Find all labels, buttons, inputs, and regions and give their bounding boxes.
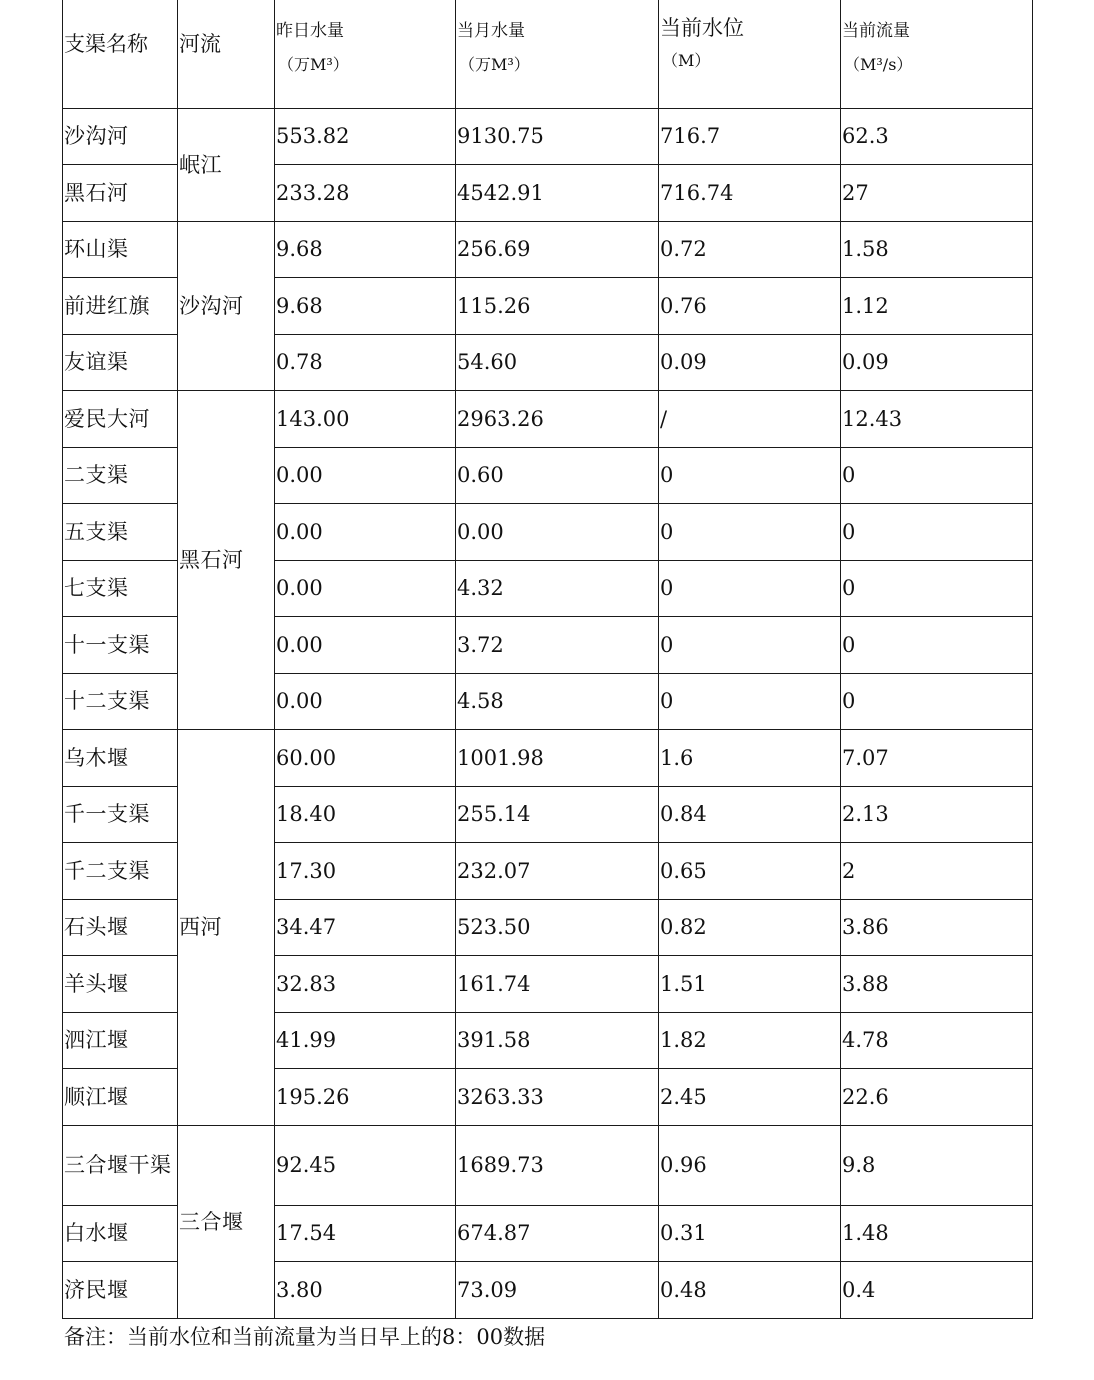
water-level-cell: 0 [659, 447, 841, 504]
channel-name-cell: 十二支渠 [63, 673, 178, 730]
header-cell-month [456, 0, 659, 108]
flow-rate-cell: 0.09 [841, 334, 1033, 391]
yesterday-volume-cell: 0.00 [275, 504, 456, 561]
river-cell: 沙沟河 [178, 221, 275, 391]
water-level-cell: 0.96 [659, 1125, 841, 1205]
water-level-cell: 0.76 [659, 278, 841, 335]
month-volume-cell: 3.72 [456, 617, 659, 674]
channel-name-cell: 千一支渠 [63, 786, 178, 843]
flow-rate-cell: 0 [841, 560, 1033, 617]
flow-rate-cell: 9.8 [841, 1125, 1033, 1205]
yesterday-volume-cell: 60.00 [275, 730, 456, 787]
month-volume-cell: 255.14 [456, 786, 659, 843]
flow-rate-cell: 27 [841, 165, 1033, 222]
channel-name-cell: 石头堰 [63, 899, 178, 956]
month-volume-cell: 4.58 [456, 673, 659, 730]
channel-name-cell: 济民堰 [63, 1262, 178, 1319]
river-cell: 三合堰 [178, 1125, 275, 1318]
water-level-cell: 0.72 [659, 221, 841, 278]
flow-rate-cell: 62.3 [841, 108, 1033, 165]
channel-name-cell: 前进红旗 [63, 278, 178, 335]
yesterday-volume-cell: 9.68 [275, 278, 456, 335]
month-volume-cell: 54.60 [456, 334, 659, 391]
water-level-cell: 0.31 [659, 1205, 841, 1262]
channel-name-cell: 千二支渠 [63, 843, 178, 900]
water-level-cell: 0 [659, 560, 841, 617]
yesterday-volume-cell: 195.26 [275, 1069, 456, 1126]
yesterday-volume-cell: 143.00 [275, 391, 456, 448]
header-level-label: 当前水位 [660, 16, 744, 40]
month-volume-cell: 0.00 [456, 504, 659, 561]
water-level-cell: 0.84 [659, 786, 841, 843]
water-level-cell: 2.45 [659, 1069, 841, 1126]
channel-name-cell: 白水堰 [63, 1205, 178, 1262]
channel-name-cell: 友谊渠 [63, 334, 178, 391]
header-month-unit: （万M³） [459, 55, 530, 74]
header-cell-yesterday [275, 0, 456, 108]
flow-rate-cell: 4.78 [841, 1012, 1033, 1069]
month-volume-cell: 9130.75 [456, 108, 659, 165]
water-data-table [62, 0, 1033, 1319]
month-volume-cell: 523.50 [456, 899, 659, 956]
flow-rate-cell: 3.88 [841, 956, 1033, 1013]
channel-name-cell: 二支渠 [63, 447, 178, 504]
channel-name-cell: 七支渠 [63, 560, 178, 617]
flow-rate-cell: 0 [841, 617, 1033, 674]
flow-rate-cell: 0 [841, 504, 1033, 561]
header-flow-unit: （M³/s） [844, 55, 913, 74]
yesterday-volume-cell: 41.99 [275, 1012, 456, 1069]
water-level-cell: 0.09 [659, 334, 841, 391]
water-level-cell: 0.82 [659, 899, 841, 956]
yesterday-volume-cell: 0.78 [275, 334, 456, 391]
header-cell-name [63, 0, 178, 108]
water-level-cell: 716.7 [659, 108, 841, 165]
month-volume-cell: 232.07 [456, 843, 659, 900]
yesterday-volume-cell: 0.00 [275, 673, 456, 730]
flow-rate-cell: 1.58 [841, 221, 1033, 278]
flow-rate-cell: 3.86 [841, 899, 1033, 956]
yesterday-volume-cell: 0.00 [275, 560, 456, 617]
water-level-cell: / [659, 391, 841, 448]
month-volume-cell: 115.26 [456, 278, 659, 335]
flow-rate-cell: 1.12 [841, 278, 1033, 335]
yesterday-volume-cell: 0.00 [275, 617, 456, 674]
yesterday-volume-cell: 34.47 [275, 899, 456, 956]
flow-rate-cell: 2 [841, 843, 1033, 900]
table-row [63, 221, 1033, 278]
table-row [63, 391, 1033, 448]
flow-rate-cell: 1.48 [841, 1205, 1033, 1262]
flow-rate-cell: 12.43 [841, 391, 1033, 448]
flow-rate-cell: 0 [841, 673, 1033, 730]
water-level-cell: 0 [659, 504, 841, 561]
header-yesterday-unit: （万M³） [278, 55, 349, 74]
flow-rate-cell: 22.6 [841, 1069, 1033, 1126]
water-level-cell: 1.6 [659, 730, 841, 787]
channel-name-cell: 乌木堰 [63, 730, 178, 787]
yesterday-volume-cell: 17.30 [275, 843, 456, 900]
table-row [63, 1125, 1033, 1205]
month-volume-cell: 4.32 [456, 560, 659, 617]
flow-rate-cell: 7.07 [841, 730, 1033, 787]
month-volume-cell: 73.09 [456, 1262, 659, 1319]
water-level-cell: 0 [659, 617, 841, 674]
channel-name-cell: 环山渠 [63, 221, 178, 278]
header-cell-level [659, 0, 841, 108]
yesterday-volume-cell: 18.40 [275, 786, 456, 843]
header-cell-flow [841, 0, 1033, 108]
channel-name-cell: 沙沟河 [63, 108, 178, 165]
yesterday-volume-cell: 17.54 [275, 1205, 456, 1262]
month-volume-cell: 674.87 [456, 1205, 659, 1262]
month-volume-cell: 2963.26 [456, 391, 659, 448]
header-flow-label: 当前流量 [842, 21, 910, 41]
channel-name-cell: 羊头堰 [63, 956, 178, 1013]
month-volume-cell: 4542.91 [456, 165, 659, 222]
header-row [63, 0, 1033, 108]
yesterday-volume-cell: 0.00 [275, 447, 456, 504]
channel-name-cell: 十一支渠 [63, 617, 178, 674]
water-level-cell: 716.74 [659, 165, 841, 222]
month-volume-cell: 3263.33 [456, 1069, 659, 1126]
header-level-unit: （M） [662, 51, 711, 70]
table-row [63, 108, 1033, 165]
yesterday-volume-cell: 553.82 [275, 108, 456, 165]
river-cell: 岷江 [178, 108, 275, 221]
header-month-label: 当月水量 [457, 21, 525, 41]
yesterday-volume-cell: 233.28 [275, 165, 456, 222]
month-volume-cell: 391.58 [456, 1012, 659, 1069]
table-body [63, 0, 1033, 1318]
river-cell: 黑石河 [178, 391, 275, 730]
header-cell-river [178, 0, 275, 108]
channel-name-cell: 顺江堰 [63, 1069, 178, 1126]
water-level-cell: 0.48 [659, 1262, 841, 1319]
flow-rate-cell: 2.13 [841, 786, 1033, 843]
table-row [63, 730, 1033, 787]
yesterday-volume-cell: 3.80 [275, 1262, 456, 1319]
header-yesterday-label: 昨日水量 [276, 21, 344, 41]
header-name-label: 支渠名称 [64, 32, 148, 56]
water-level-cell: 0.65 [659, 843, 841, 900]
channel-name-cell: 五支渠 [63, 504, 178, 561]
water-level-cell: 1.51 [659, 956, 841, 1013]
flow-rate-cell: 0.4 [841, 1262, 1033, 1319]
channel-name-cell: 三合堰干渠 [63, 1125, 178, 1205]
water-level-cell: 0 [659, 673, 841, 730]
water-data-table-container [62, 0, 1033, 1319]
month-volume-cell: 161.74 [456, 956, 659, 1013]
yesterday-volume-cell: 32.83 [275, 956, 456, 1013]
month-volume-cell: 1001.98 [456, 730, 659, 787]
flow-rate-cell: 0 [841, 447, 1033, 504]
river-cell: 西河 [178, 730, 275, 1126]
channel-name-cell: 黑石河 [63, 165, 178, 222]
header-river-label: 河流 [179, 32, 221, 56]
month-volume-cell: 256.69 [456, 221, 659, 278]
yesterday-volume-cell: 9.68 [275, 221, 456, 278]
month-volume-cell: 0.60 [456, 447, 659, 504]
channel-name-cell: 泗江堰 [63, 1012, 178, 1069]
channel-name-cell: 爱民大河 [63, 391, 178, 448]
month-volume-cell: 1689.73 [456, 1125, 659, 1205]
yesterday-volume-cell: 92.45 [275, 1125, 456, 1205]
footnote: 备注：当前水位和当前流量为当日早上的8：00数据 [64, 1325, 546, 1349]
water-level-cell: 1.82 [659, 1012, 841, 1069]
